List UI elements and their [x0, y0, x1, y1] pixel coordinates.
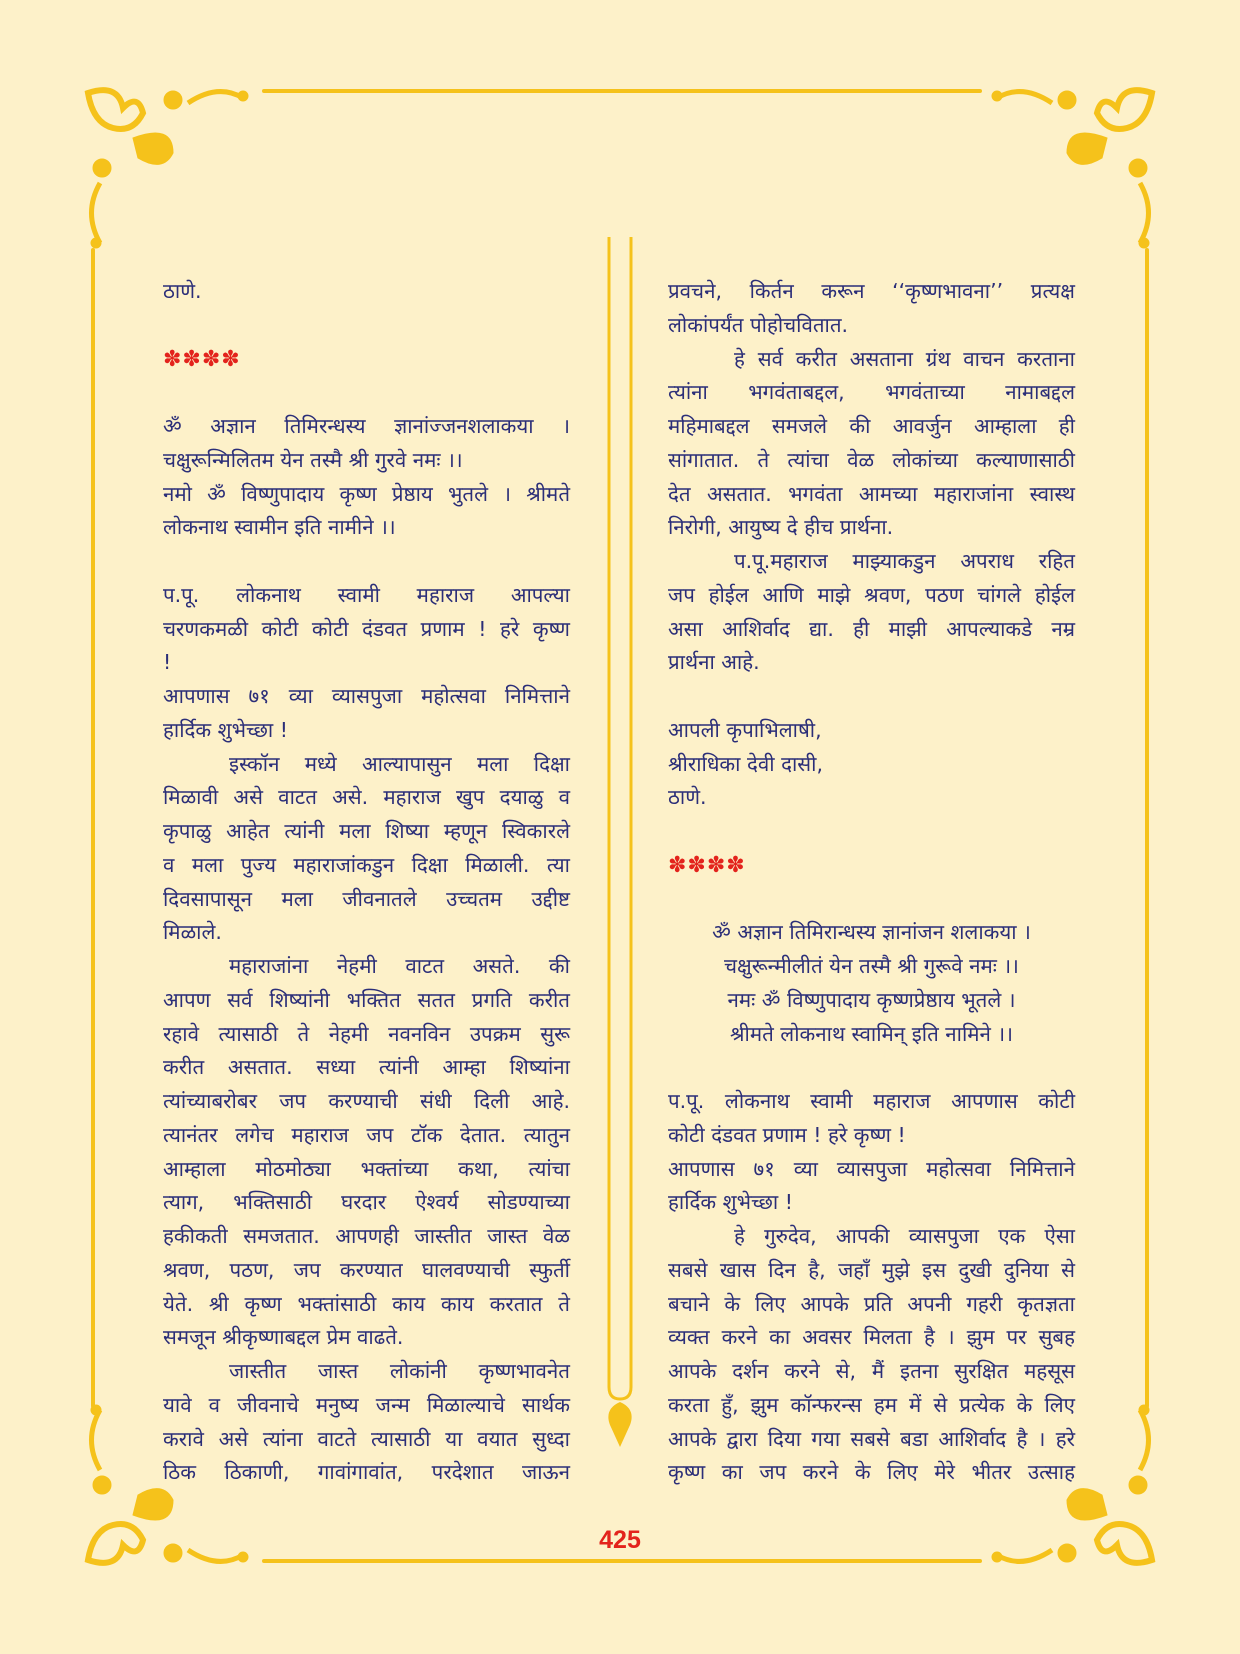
text-line: महाराजांना नेहमी वाटत असते. की — [229, 954, 570, 978]
blank-line — [668, 883, 1075, 917]
text-line: महिमाबद्दल समजले की आवर्जुन आम्हाला ही — [668, 414, 1075, 438]
text-line: करावे असे त्यांना वाटते त्यासाठी या वयात सुध्दा — [163, 1426, 570, 1451]
text-line: हार्दिक शुभेच्छा ! — [163, 717, 288, 742]
text-line: येते. श्री कृष्ण भक्तांसाठी काय काय करतात ते — [163, 1291, 570, 1316]
text-line: प.पू. लोकनाथ स्वामी महाराज आपणास कोटी — [668, 1089, 1075, 1113]
text-line: हकीकती समजतात. आपणही जास्तीत जास्त वेळ — [163, 1224, 570, 1248]
text-line: व मला पुज्य महाराजांकडुन दिक्षा मिळाली. त्या — [163, 852, 570, 877]
top-border-line — [262, 89, 982, 93]
right-column — [668, 275, 1075, 1490]
text-line: व्यक्त करने का अवसर मिलता है । झुम पर सुबह — [668, 1325, 1075, 1350]
text-line: नमो ॐ विष्णुपादाय कृष्ण प्रेष्ठाय भुतले । श्रीमते — [163, 481, 570, 506]
text-line: जप होईल आणि माझे श्रवण, पठण चांगले होईल — [668, 582, 1075, 607]
page-number: 425 — [599, 1526, 641, 1554]
text-line: ! — [163, 650, 172, 675]
text-line: देत असतात. भगवंता आमच्या महाराजांना स्वास्थ — [668, 481, 1075, 506]
text-line: मिळाले. — [163, 920, 222, 945]
text-line: त्यांना भगवंताबद्दल, भगवंताच्या नामाबद्दल — [668, 380, 1075, 405]
corner-ornament-icon — [78, 78, 253, 253]
text-line: हे गुरुदेव, आपकी व्यासपुजा एक ऐसा — [734, 1224, 1075, 1248]
text-line: ॐ अज्ञान तिमिरान्धस्य ज्ञानांजन शलाकया । — [712, 920, 1031, 945]
text-line: श्रवण, पठण, जप करण्यात घालवण्याची स्फुर्ती — [163, 1257, 570, 1282]
right-border-line — [1145, 248, 1149, 1408]
text-line: श्रीमते लोकनाथ स्वामिन् इति नामिने ।। — [730, 1021, 1013, 1046]
blank-line — [668, 1051, 1075, 1085]
text-line: चरणकमळी कोटी कोटी दंडवत प्रणाम ! हरे कृष्ण — [163, 616, 570, 641]
text-line: त्यांच्याबरोबर जप करण्याची संधी दिली आहे. — [163, 1089, 570, 1113]
text-line: जास्तीत जास्त लोकांनी कृष्णभावनेत — [229, 1359, 570, 1383]
text-line: प्रार्थना आहे. — [668, 650, 760, 675]
text-line: इस्कॉन मध्ये आल्यापासुन मला दिक्षा — [229, 751, 570, 776]
text-line: ठाणे. — [163, 279, 202, 303]
text-line: ठिक ठिकाणी, गावांगावांत, परदेशात जाऊन — [163, 1460, 570, 1485]
blank-line — [163, 309, 570, 343]
text-line: चक्षुरून्मिलितम येन तस्मै श्री गुरवे नमः ।। — [163, 447, 463, 472]
left-column — [163, 275, 570, 1490]
text-line: श्रीराधिका देवी दासी, — [668, 751, 823, 776]
text-line: प.पू. लोकनाथ स्वामी महाराज आपल्या — [163, 582, 570, 607]
text-line: आपणास ७१ व्या व्यासपुजा महोत्सवा निमित्ताने — [668, 1156, 1075, 1181]
text-line: समजून श्रीकृष्णाबद्दल प्रेम वाढते. — [163, 1325, 404, 1350]
blank-line — [668, 815, 1075, 849]
text-line: करीत असतात. सध्या त्यांनी आम्हा शिष्यांना — [163, 1055, 570, 1080]
text-line: आपके दर्शन करने से, मैं इतना सुरक्षित महसूस — [668, 1359, 1075, 1383]
text-line: आपके द्वारा दिया गया सबसे बडा आशिर्वाद है । हरे — [668, 1426, 1075, 1451]
text-line: कृष्ण का जप करने के लिए मेरे भीतर उत्साह — [668, 1460, 1075, 1485]
blank-line — [163, 545, 570, 579]
text-line: आपली कृपाभिलाषी, — [668, 717, 822, 742]
column-divider — [606, 237, 634, 1447]
bottom-border-line — [262, 1559, 982, 1563]
text-line: प.पू.महाराज माझ्याकडुन अपराध रहित — [734, 549, 1075, 573]
text-line: आपण सर्व शिष्यांनी भक्तित सतत प्रगति करीत — [163, 987, 570, 1012]
blank-line — [668, 680, 1075, 714]
text-line: कोटी दंडवत प्रणाम ! हरे कृष्ण ! — [668, 1122, 906, 1147]
text-line: त्याग, भक्तिसाठी घरदार ऐश्वर्य सोडण्याच्या — [163, 1190, 570, 1215]
text-line: प्रवचने, किर्तन करून ‘‘कृष्णभावना’’ प्रत्यक्ष — [668, 279, 1075, 303]
text-line: ॐ अज्ञान तिमिरन्धस्य ज्ञानांज्जनशलाकया । — [163, 414, 570, 438]
text-line: लोकांपर्यंत पोहोचवितात. — [668, 312, 849, 337]
corner-ornament-icon — [987, 78, 1162, 253]
text-line: आपणास ७१ व्या व्यासपुजा महोत्सवा निमित्ताने — [163, 684, 570, 708]
text-line: दिवसापासून मला जीवनातले उच्चतम उद्दीष्ट — [163, 886, 570, 911]
text-line: त्यानंतर लगेच महाराज जप टॉक देतात. त्यातुन — [163, 1122, 570, 1147]
text-line: हे सर्व करीत असताना ग्रंथ वाचन करताना — [734, 346, 1075, 371]
text-line: लोकनाथ स्वामीन इति नामीने ।। — [163, 515, 396, 540]
text-line: मिळावी असे वाटत असे. महाराज खुप दयाळु व — [163, 785, 570, 810]
left-border-line — [91, 248, 95, 1408]
text-line: करता हुँ, झुम कॉन्फरन्स हम में से प्रत्येक के लिए — [668, 1392, 1075, 1417]
text-line: आम्हाला मोठमोठ्या भक्तांच्या कथा, त्यांचा — [163, 1156, 570, 1181]
text-line: चक्षुरून्मीलीतं येन तस्मै श्री गुरूवे नमः ।। — [724, 954, 1019, 978]
text-line: निरोगी, आयुष्य दे हीच प्रार्थना. — [668, 515, 894, 540]
text-line: रहावे त्यासाठी ते नेहमी नवनविन उपक्रम सुरू — [163, 1021, 570, 1046]
text-line: नमः ॐ विष्णुपादाय कृष्णप्रेष्ठाय भूतले । — [727, 987, 1016, 1012]
text-line: असा आशिर्वाद द्या. ही माझी आपल्याकडे नम्र — [668, 616, 1075, 641]
text-line: ठाणे. — [668, 785, 707, 810]
text-line: बचाने के लिए आपके प्रति अपनी गहरी कृतज्ञता — [668, 1291, 1075, 1316]
text-line: सांगातात. ते त्यांचा वेळ लोकांच्या कल्याणासाठी — [668, 447, 1075, 472]
section-separator-stars: ✽✽✽✽ — [163, 346, 241, 372]
text-line: हार्दिक शुभेच्छा ! — [668, 1190, 793, 1215]
text-line: यावे व जीवनाचे मनुष्य जन्म मिळाल्याचे सार्थक — [163, 1392, 570, 1417]
section-separator-stars: ✽✽✽✽ — [668, 852, 746, 878]
text-line: कृपाळु आहेत त्यांनी मला शिष्या म्हणून स्विकारले — [163, 819, 570, 843]
text-line: सबसे खास दिन है, जहाँ मुझे इस दुखी दुनिया से — [668, 1257, 1075, 1282]
blank-line — [163, 376, 570, 410]
